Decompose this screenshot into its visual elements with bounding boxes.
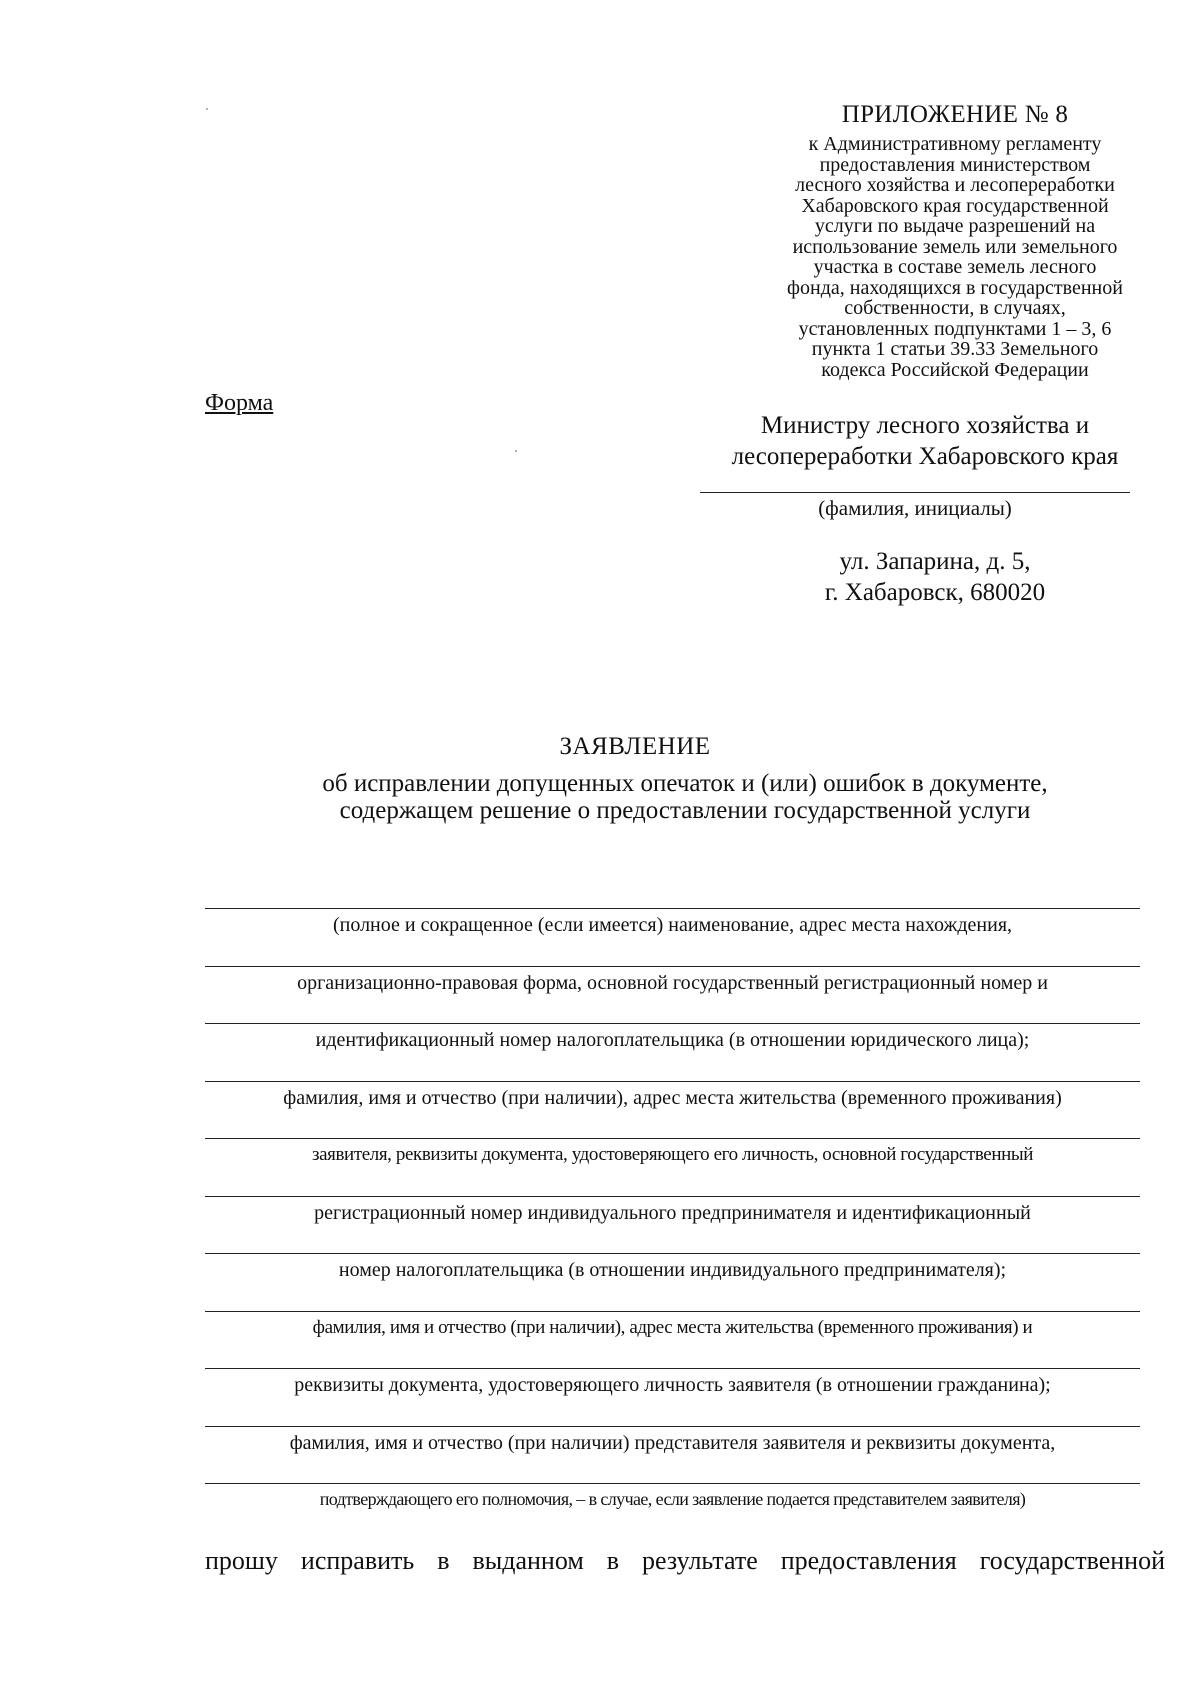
field-row [205,1023,1140,1081]
field-caption: (полное и сокращенное (если имеется) наименование, адрес места нахождения, [332,914,1013,936]
addressee-line: лесопереработки Хабаровского края [731,443,1119,470]
field-row [205,1426,1140,1484]
address-line: ул. Запарина, д. 5, [839,548,1031,575]
appendix-title: ПРИЛОЖЕНИЕ № 8 [841,101,1069,128]
field-blank[interactable] [205,1023,1140,1024]
appendix-block [735,100,1175,380]
appendix-description [735,134,1175,380]
request-text: прошу исправить в выданном в результате предоставления государственной [205,1546,1165,1575]
subtitle-line: об исправлении допущенных опечаток и (или) ошибок в документе, [322,770,1048,797]
field-blank[interactable] [205,966,1140,967]
field-row [205,1196,1140,1254]
field-caption: регистрационный номер индивидуального предпринимателя и идентификационный [314,1201,1031,1224]
appendix-line: пункта 1 статьи 39.33 Земельного [811,338,1099,360]
field-caption: идентификационный номер налогоплательщика (в отношении юридического лица); [315,1029,1030,1051]
field-caption: фамилия, имя и отчество (при наличии), адрес места жительства (временного проживания) [283,1086,1062,1109]
field-row [205,1081,1140,1139]
appendix-line: предоставления министерством [819,153,1091,176]
appendix-line: лесного хозяйства и лесопереработки [795,174,1115,196]
addressee-address [735,546,1135,608]
field-row [205,966,1140,1024]
field-blank[interactable] [205,1311,1140,1312]
appendix-line: участка в составе земель лесного [813,256,1097,278]
field-row [205,1253,1140,1311]
field-caption: фамилия, имя и отчество (при наличии) представителя заявителя и реквизиты документа, [289,1431,1056,1454]
addressee-block [690,410,1160,472]
appendix-line: Хабаровского края государственной [801,194,1109,217]
addressee-name-caption: (фамилия, инициалы) [818,496,1012,520]
document-title: ЗАЯВЛЕНИЕ [559,733,711,760]
field-caption: организационно-правовая форма, основной государственный регистрационный номер и [297,971,1048,994]
appendix-line: собственности, в случаях, [844,297,1066,319]
appendix-line: фонда, находящихся в государственной [787,276,1123,299]
field-caption: реквизиты документа, удостоверяющего личность заявителя (в отношении гражданина); [294,1374,1051,1396]
field-blank[interactable] [205,1368,1140,1369]
addressee-name-blank[interactable] [700,492,1130,493]
applicant-fields [205,908,1140,1541]
appendix-line: использование земель или земельного [792,235,1118,258]
scan-speck [206,108,208,110]
appendix-line: к Административному регламенту [808,133,1102,155]
field-blank[interactable] [205,1081,1140,1082]
field-caption: заявителя, реквизиты документа, удостоверяющего его личность, основной государственный [312,1144,1033,1165]
appendix-line: услуги по выдаче разрешений на [814,215,1096,237]
subtitle-line: содержащем решение о предоставлении государственной услуги [339,797,1031,824]
address-line: г. Хабаровск, 680020 [824,579,1046,606]
scan-speck [515,450,517,452]
appendix-line: установленных подпунктами 1 – 3, 6 [798,317,1112,340]
field-caption: номер налогоплательщика (в отношении индивидуального предпринимателя); [338,1259,1007,1281]
field-blank[interactable] [205,908,1140,909]
field-blank[interactable] [205,1196,1140,1197]
field-blank[interactable] [205,1138,1140,1139]
field-row [205,1138,1140,1196]
addressee-line: Министру лесного хозяйства и [760,412,1090,439]
field-blank[interactable] [205,1483,1140,1484]
field-row [205,1483,1140,1541]
field-row [205,1311,1140,1369]
field-blank[interactable] [205,1426,1140,1427]
field-caption: подтверждающего его полномочия, – в случае, если заявление подается представителем заявителя) [319,1489,1026,1509]
field-row [205,1368,1140,1426]
form-label: Форма [205,390,274,416]
field-caption: фамилия, имя и отчество (при наличии), адрес места жительства (временного проживания) и [312,1316,1033,1338]
document-subtitle [250,770,1120,824]
appendix-line: кодекса Российской Федерации [821,358,1089,381]
field-row [205,908,1140,966]
field-blank[interactable] [205,1253,1140,1254]
